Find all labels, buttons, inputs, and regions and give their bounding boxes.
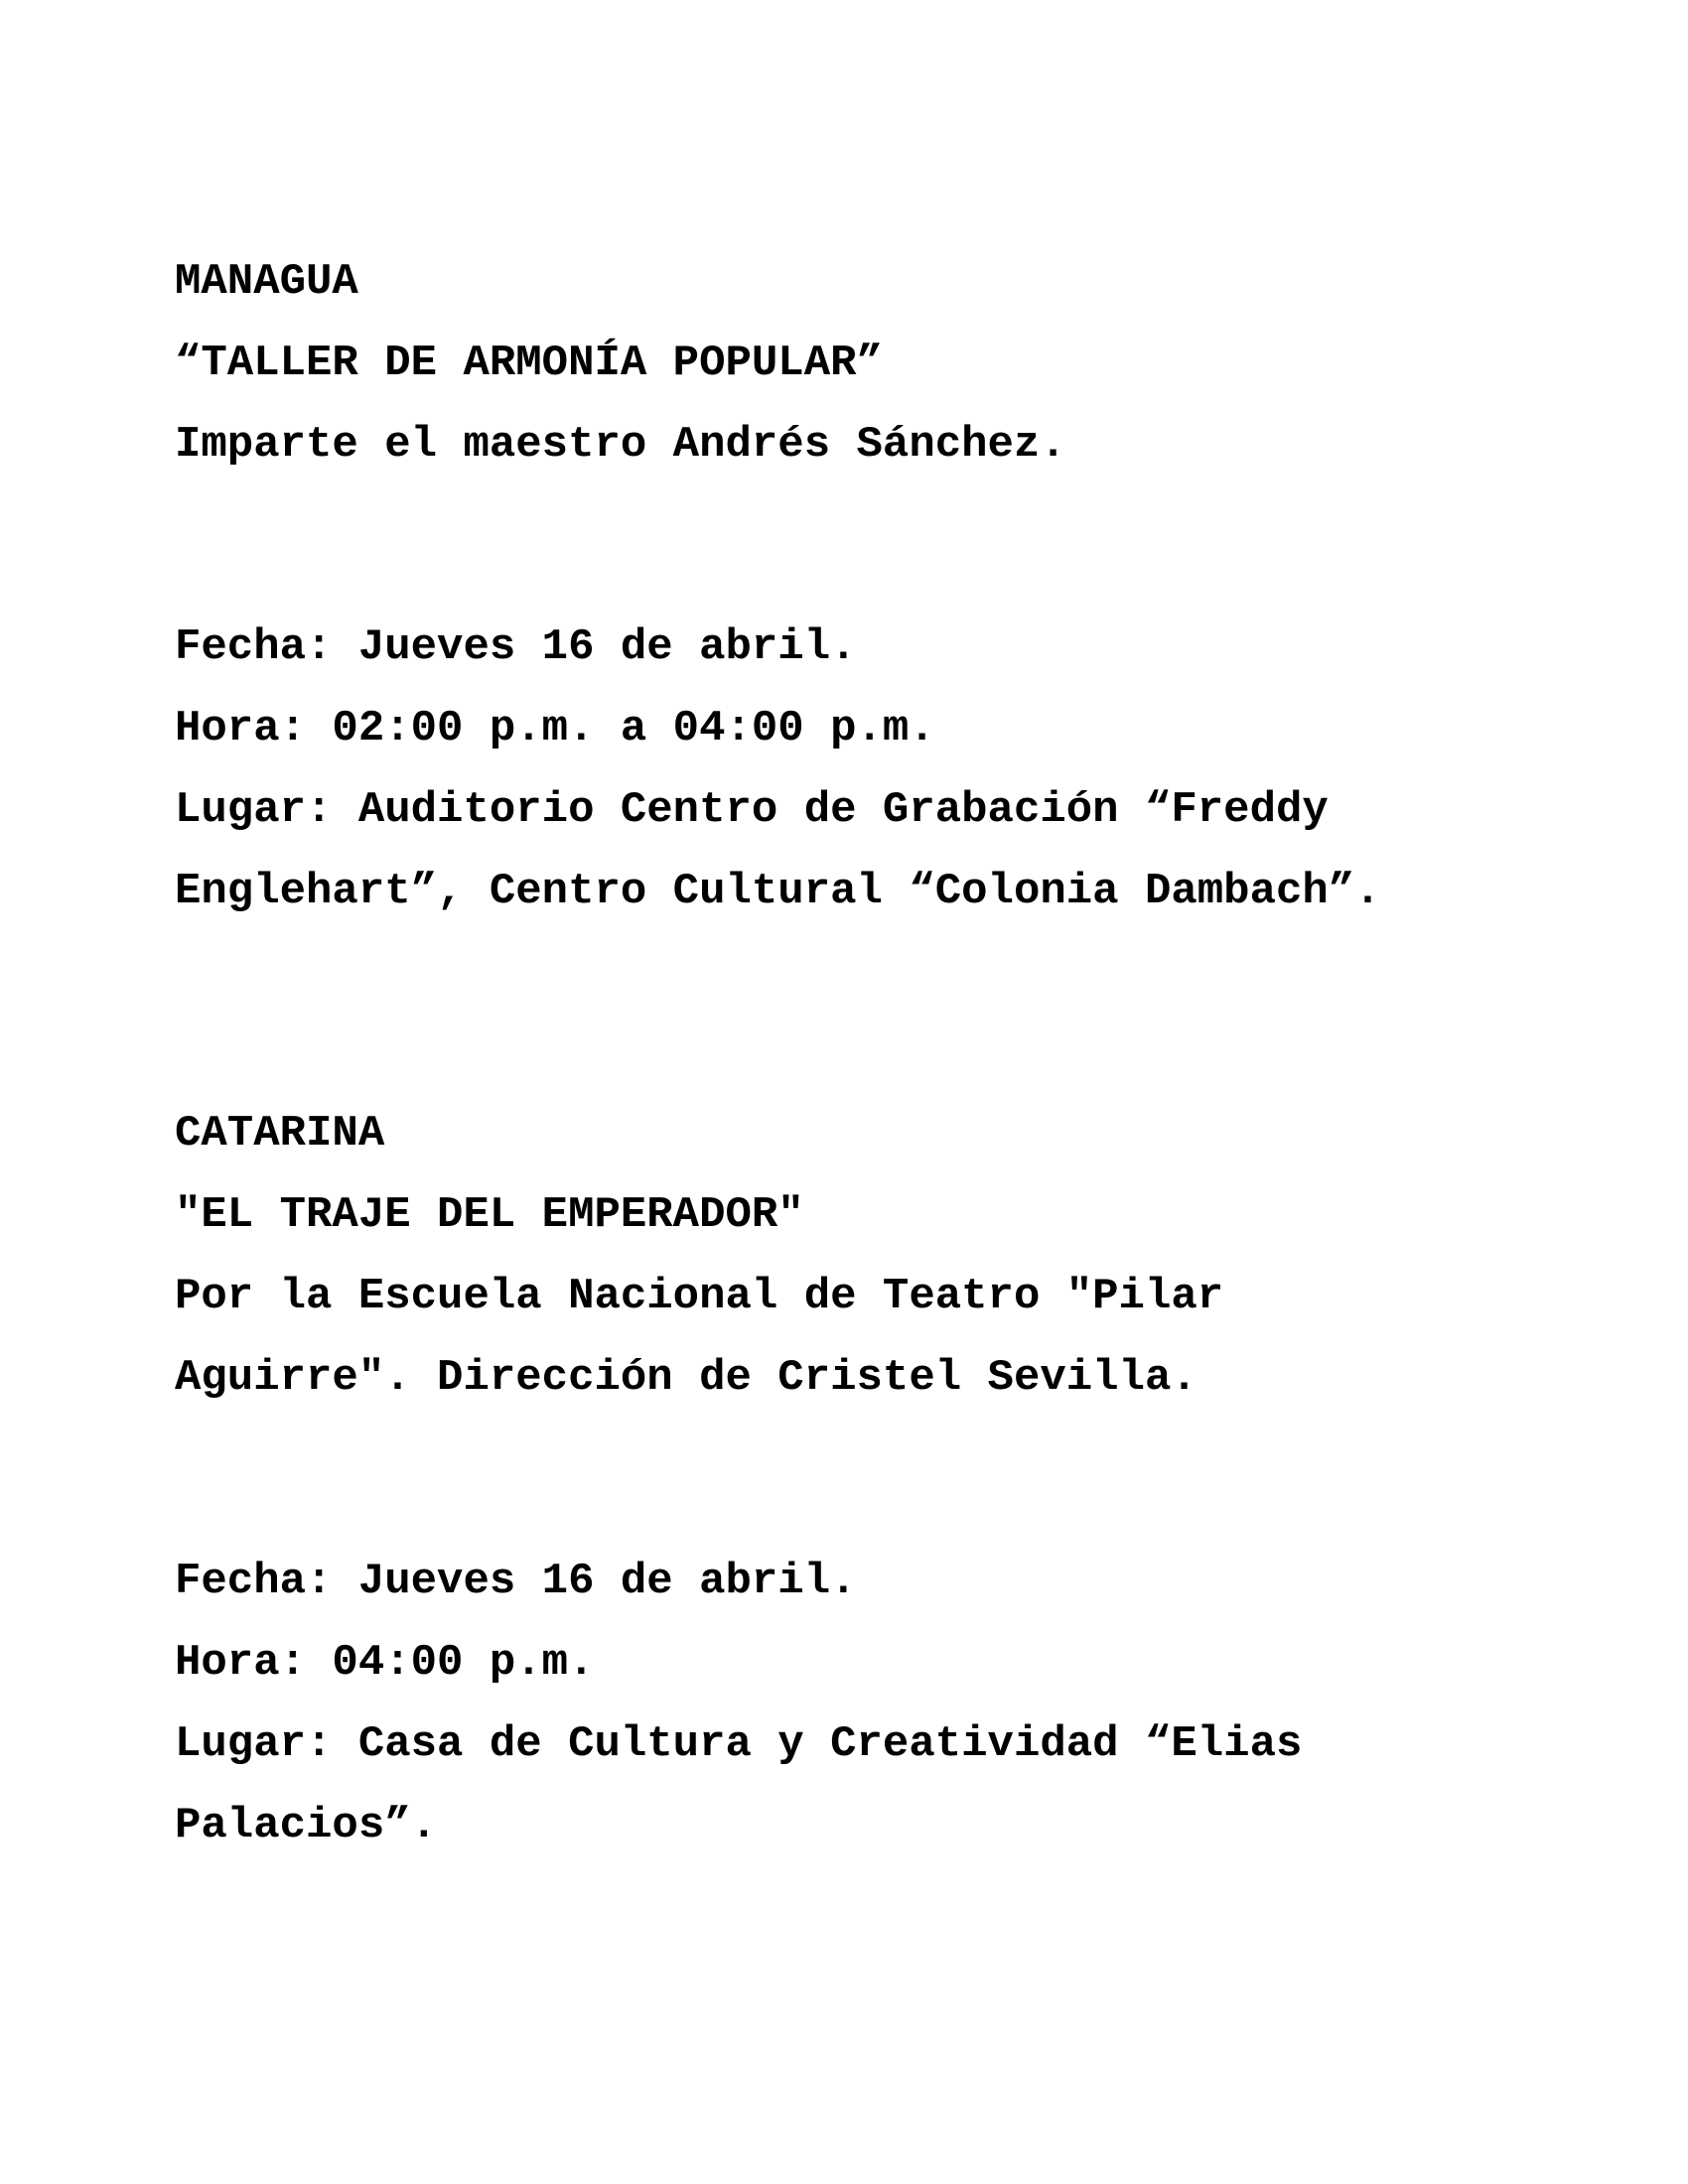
event-title: “TALLER DE ARMONÍA POPULAR” — [175, 339, 883, 388]
event-title: "EL TRAJE DEL EMPERADOR" — [175, 1190, 804, 1240]
event-place: Lugar: Auditorio Centro de Grabación “Freddy — [175, 785, 1329, 835]
event-description: Imparte el maestro Andrés Sánchez. — [175, 420, 1066, 470]
event-time: Hora: 02:00 p.m. a 04:00 p.m. — [175, 704, 935, 753]
event-time: Hora: 04:00 p.m. — [175, 1638, 595, 1688]
catarina-event-header — [175, 1093, 1585, 1419]
event-place-continued: Palacios”. — [175, 1801, 438, 1850]
catarina-event-details — [175, 1541, 1585, 1866]
event-date: Fecha: Jueves 16 de abril. — [175, 622, 857, 672]
event-description-continued: Aguirre". Dirección de Cristel Sevilla. — [175, 1353, 1197, 1403]
event-place: Lugar: Casa de Cultura y Creatividad “Elias — [175, 1719, 1303, 1769]
event-city: MANAGUA — [175, 257, 358, 307]
managua-event-header — [175, 241, 1585, 485]
managua-event-details — [175, 607, 1585, 932]
event-city: CATARINA — [175, 1109, 385, 1159]
event-description: Por la Escuela Nacional de Teatro "Pilar — [175, 1272, 1224, 1321]
event-place-continued: Englehart”, Centro Cultural “Colonia Dambach”. — [175, 867, 1381, 916]
event-date: Fecha: Jueves 16 de abril. — [175, 1557, 857, 1606]
